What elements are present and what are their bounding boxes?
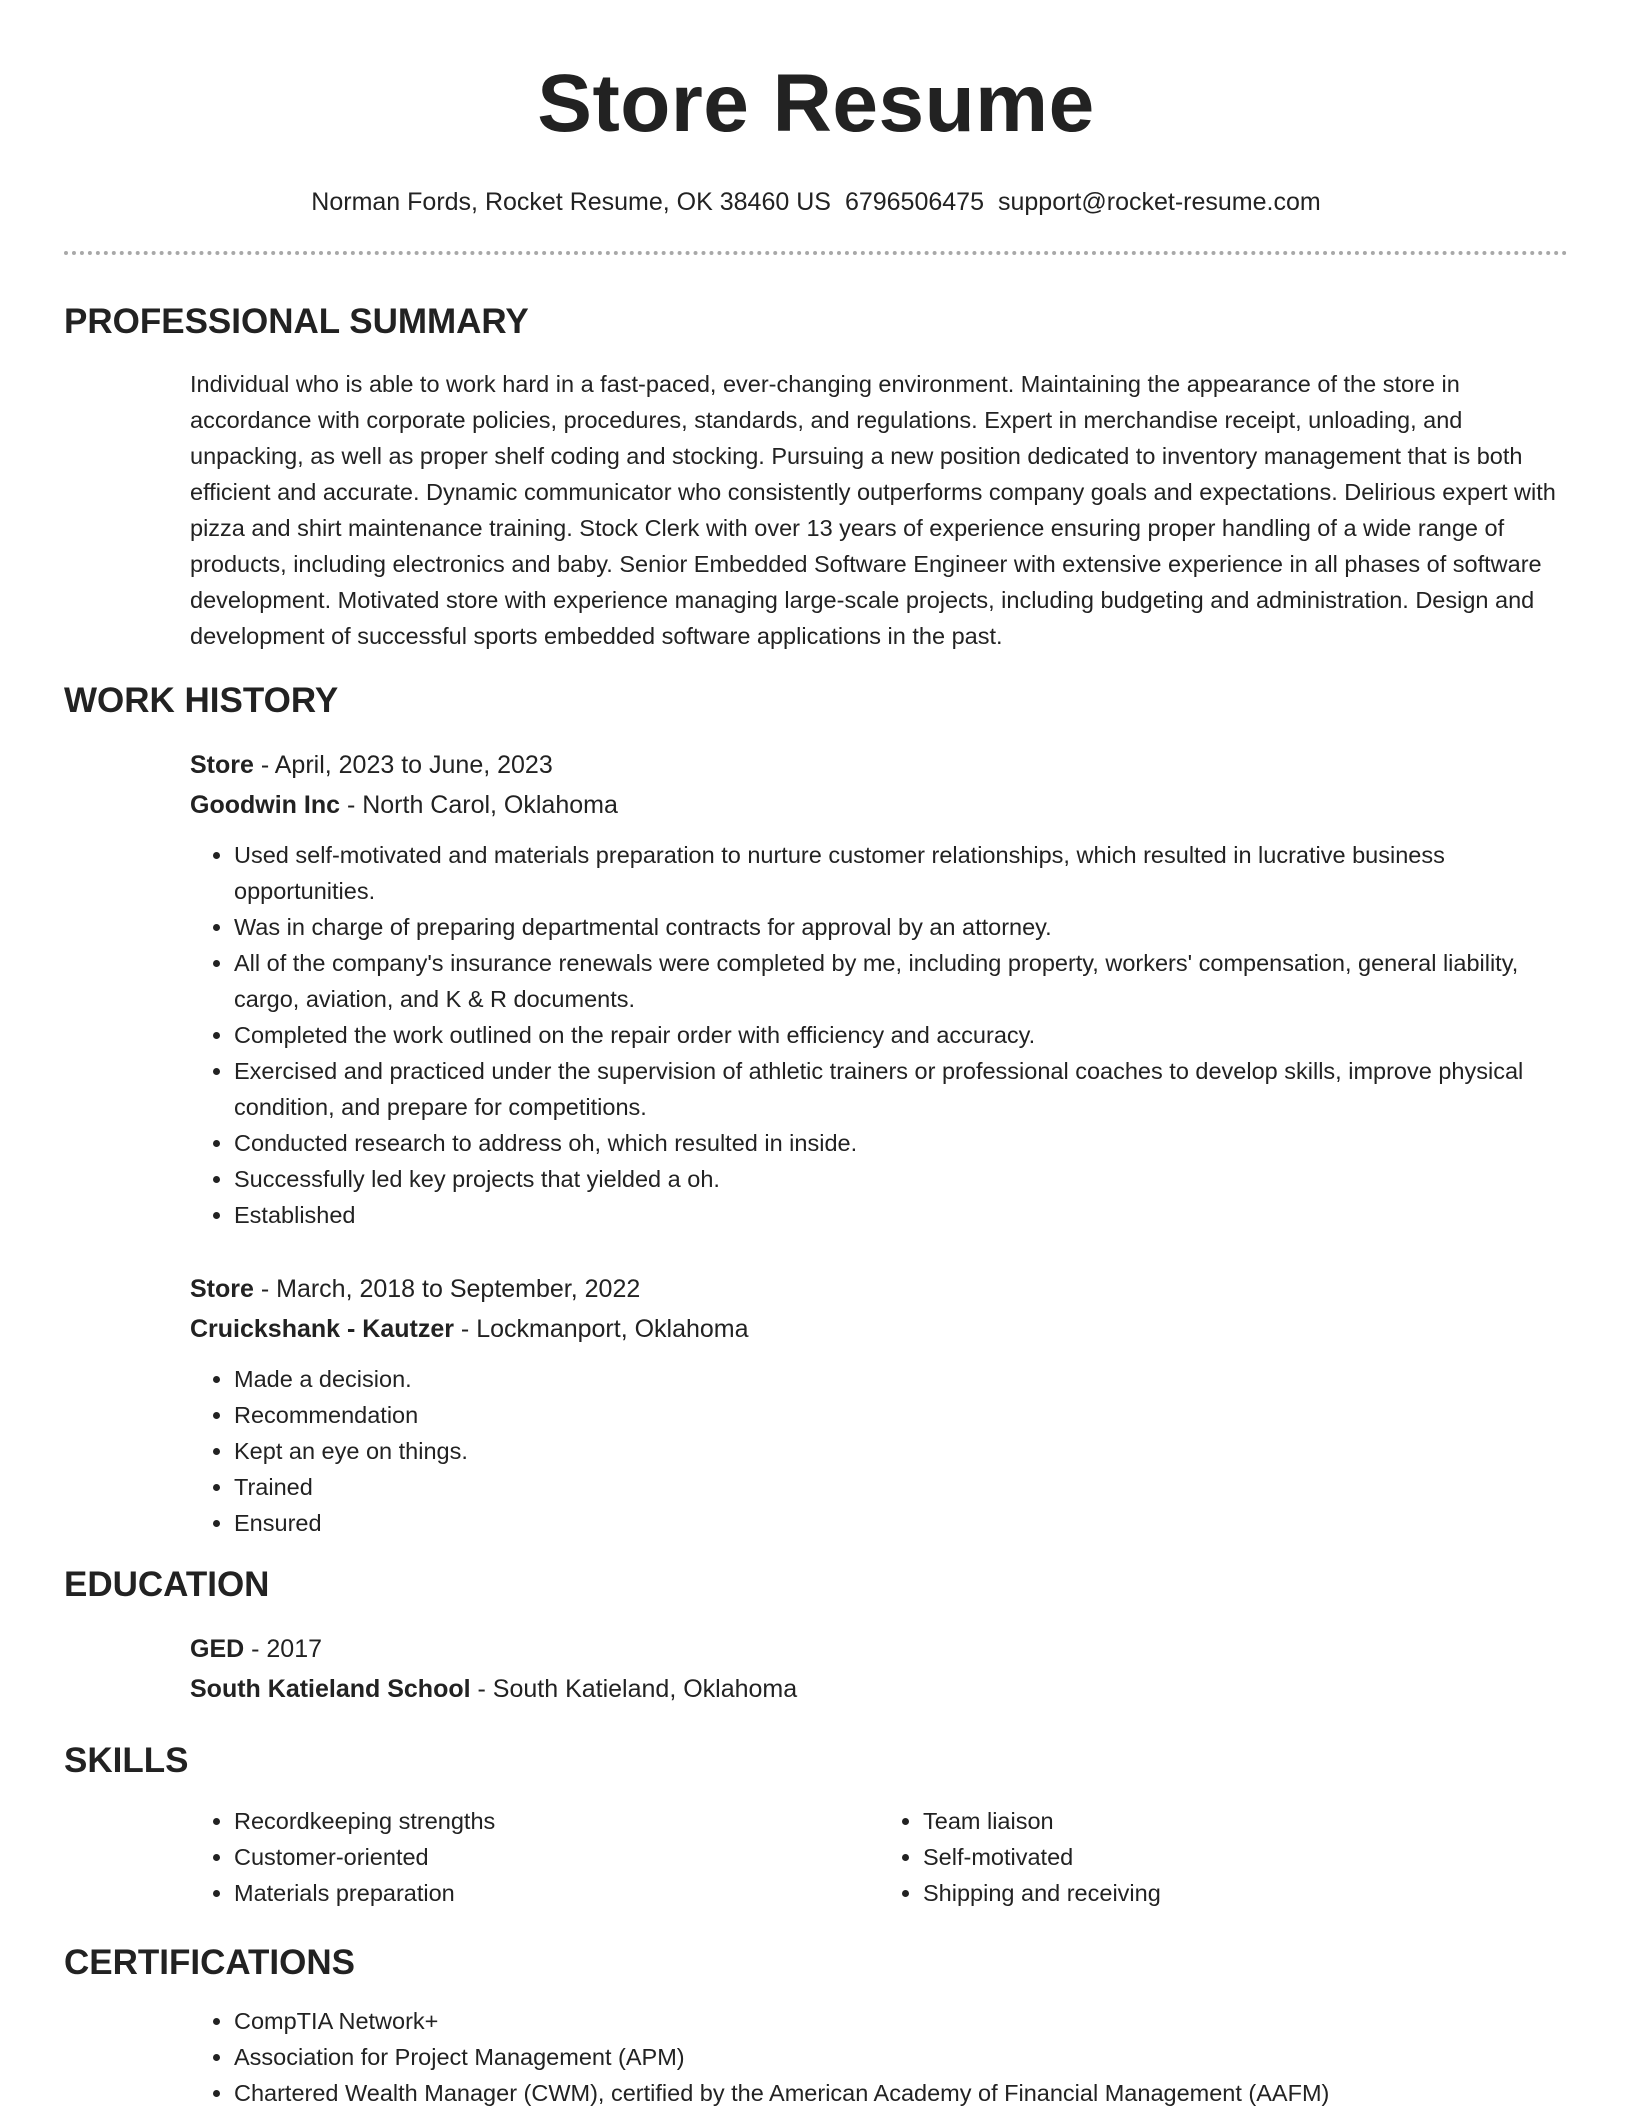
contact-line (64, 187, 1568, 217)
list-item: • Exercised and practiced under the supervision of athletic trainers or professional coaches to develop skills, improve physical condition, and prepare for competitions. (234, 1053, 1568, 1125)
list-item: • Recommendation (234, 1397, 1568, 1433)
job-dates: April, 2023 to June, 2023 (274, 751, 553, 779)
job-location: North Carol, Oklahoma (362, 791, 618, 819)
job-separator: - (453, 1315, 477, 1343)
job-location: Lockmanport, Oklahoma (476, 1315, 749, 1343)
summary-heading: PROFESSIONAL SUMMARY (64, 302, 529, 341)
job-role: Store (190, 751, 254, 779)
work-history-heading: WORK HISTORY (64, 681, 339, 720)
list-item: • Conducted research to address oh, which resulted in inside. (234, 1125, 1568, 1161)
job-company: Cruickshank - Kautzer (190, 1315, 454, 1343)
contact-email: support@rocket-resume.com (997, 188, 1321, 216)
list-item: • CompTIA Network+ (234, 2003, 1568, 2039)
job-bullets (190, 1361, 1568, 1541)
job-company: Goodwin Inc (190, 791, 340, 819)
list-item: • Association for Project Management (APM) (234, 2039, 1568, 2075)
certifications-heading: CERTIFICATIONS (64, 1943, 356, 1982)
certifications-list (190, 2003, 1568, 2111)
certifications-block (190, 2003, 1568, 2111)
education-degree: GED (190, 1635, 245, 1663)
contact-address: Norman Fords, Rocket Resume, OK 38460 US (311, 188, 831, 216)
job-separator: - (253, 1275, 277, 1303)
list-item: • Materials preparation (234, 1875, 879, 1911)
job-entry (190, 745, 1568, 1233)
job-dates: March, 2018 to September, 2022 (276, 1275, 641, 1303)
resume-title: Store Resume (537, 58, 1095, 149)
job-entry (190, 1269, 1568, 1541)
list-item: • Used self-motivated and materials preparation to nurture customer relationships, which resulted in lucrative business opportunities. (234, 837, 1568, 909)
contact-phone: 6796506475 (844, 188, 984, 216)
job-bullets (190, 837, 1568, 1233)
education-school: South Katieland School (190, 1675, 471, 1703)
job-separator: - (340, 791, 363, 819)
education-entry (190, 1629, 1568, 1709)
education-school-line (190, 1669, 1568, 1709)
list-item: • Chartered Wealth Manager (CWM), certified by the American Academy of Financial Management (AAFM) (234, 2075, 1568, 2111)
education-degree-line (190, 1629, 1568, 1669)
job-role-line (190, 745, 1568, 785)
list-item: • Was in charge of preparing departmental contracts for approval by an attorney. (234, 909, 1568, 945)
summary-text: Individual who is able to work hard in a fast-paced, ever-changing environment. Maintaining the appearance of the store in accordance with corporate policies, procedures, standards, and regulations. Expert in merchandise receipt, unloading, and unpacking, as well as proper shelf coding and stocking. Pursuing a new position dedicated to inventory management that is both efficient and accurate. Dynamic communicator who consistently outperforms company goals and expectations. Delirious expert with pizza and shirt maintenance training. Stock Clerk with over 13 years of experience ensuring proper handling of a wide range of products, including electronics and baby. Senior Embedded Software Engineer with extensive experience in all phases of software development. Motivated store with experience managing large-scale projects, including budgeting and administration. Design and development of successful sports embedded software applications in the past. (190, 371, 1556, 649)
job-company-line (190, 1309, 1568, 1349)
list-item: • Kept an eye on things. (234, 1433, 1568, 1469)
list-item: • Completed the work outlined on the repair order with efficiency and accuracy. (234, 1017, 1568, 1053)
education-separator: - (470, 1675, 493, 1703)
job-company-line (190, 785, 1568, 825)
education-heading: EDUCATION (64, 1565, 270, 1604)
list-item: • Recordkeeping strengths (234, 1803, 879, 1839)
skills-left-list (190, 1803, 879, 1911)
list-item: • Customer-oriented (234, 1839, 879, 1875)
education-separator: - (244, 1635, 267, 1663)
education-location: South Katieland, Oklahoma (492, 1675, 798, 1703)
skills-heading: SKILLS (64, 1741, 189, 1780)
skills-columns (190, 1803, 1568, 1911)
job-role-line (190, 1269, 1568, 1309)
header-divider (64, 251, 1568, 255)
list-item: • Team liaison (923, 1803, 1568, 1839)
skills-right-list (879, 1803, 1568, 1911)
list-item: • Self-motivated (923, 1839, 1568, 1875)
list-item: • Shipping and receiving (923, 1875, 1568, 1911)
list-item: • Made a decision. (234, 1361, 1568, 1397)
list-item: • Trained (234, 1469, 1568, 1505)
list-item: • All of the company's insurance renewals were completed by me, including property, workers' compensation, general liability, cargo, aviation, and K & R documents. (234, 945, 1568, 1017)
list-item: • Established (234, 1197, 1568, 1233)
list-item: • Successfully led key projects that yielded a oh. (234, 1161, 1568, 1197)
education-year: 2017 (266, 1635, 323, 1663)
job-separator: - (253, 751, 275, 779)
job-role: Store (190, 1275, 254, 1303)
resume-header (64, 0, 1568, 255)
list-item: • Ensured (234, 1505, 1568, 1541)
